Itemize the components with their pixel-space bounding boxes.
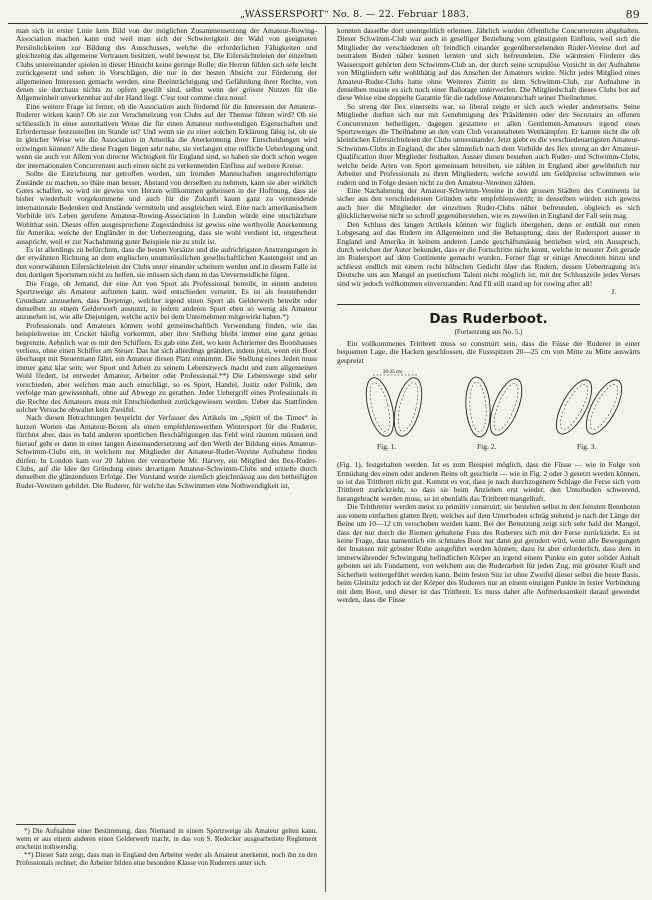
foot-outline [579,375,628,439]
left-column [16,27,317,827]
header-rule [8,23,648,24]
paragraph: Professionals und Amateurs können wohl gemeinschaftlich Verwendung finden, wie das beispielsweise im Cricket häufig vorkommt, aber ihre Stellung bleibt immer eine ganz genau begrenzte. Aehnlich war es mit den Schiffern. Es gab eine Zeit, wo kein Achtriemer des Bootshauses verliess, ohne einen Schiffer am Steuer. Das hat sich allerdings geändert, indem jetzt, wenn ein Boot überhaupt mit Steuermann fährt, ein Amateur diesen Platz einnimmt. Die Stellung eines Jeden muss immer ganz klar sein; wer Sport und Arbeit zu seinem Lebenszweck macht und zum allgemeinen Wohl fördert, ist entweder Amateur, Arbeiter oder Professional.**) Die Lebenswege sind sehr verschieden, aber welchen man auch einschlägt, so es Sport, Handel, Justiz oder Politik, den verfolge man gewissenhaft, ohne auf Abwege zu gerathen. Jeder Uebergriff eines Professionals in die Rechte des Amateurs muss mit Entschiedenheit zurückgewiesen werden. Ueber das Stattfinden solcher Versuche obwaltet kein Zweifel. [16,320,317,414]
section-title: Das Ruderboot. [429,310,548,327]
footnotes [16,828,317,868]
paragraph: Die Frage, ob Jemand, der eine Art von Sport als Professional betreibt, in einem anderen Sportzweige als Amateur auftreten kann, wird entschieden verneint. Es ist als feststehender Grundsatz anzusehen, dass Derjenige, welcher irgend einen Sport als Gelderwerb betreibt oder denselben zu einem Gelderwerb ausnutzt, in jedem anderen Sport eben so wenig als Amateur anzusehen ist, wie alle Diejenigen, welche activ bei dem Unternehmen mitgewirkt haben.*) [16,278,317,322]
footnote-rule [16,824,76,825]
footnote: *) Die Aufnahme einer Bestimmung, dass Niemand in einem Sportzweige als Amateur gelten kann, wenn er aus einem anderen einen Gelderwerb macht, in das von S. Redecker ausgearbeitete Reglement erscheint nothwendig. [16,827,317,851]
paragraph: konnten dasselbe dort unentgeltlich erlernen. Jährlich wurden öffentliche Concurrenzen abgehalten. Dieser Schwimm-Club war auch in geselliger Beziehung vom günstigsten Einfluss, weil sich die Mitglieder der verschiedenen oft feindlich einander gegenüberstehenden Ruder-Vereine dort auf neutralem Boden näher kennen lernten und sich befreundeten. Die wärmsten Förderer des Wassersport gehörten dem Schwimm-Club an, der durch seine scrupulöse Vorsicht in der Aufnahme von Mitgliedern sehr wohlthätig auf das Ansehen der Amateurs wirkte. Nicht jedes Mitglied eines Amateur-Ruder-Clubs hatte ohne Weiteres Zutritt zu dem Schwimm-Club, zur Aufnahme in denselben musste es sich noch einer Ballotage unterwerfen. Die Mitgliedschaft dieses Clubs bot auf diese Weise eine doppelte Garantie für die tadellose Amateurschaft seiner Theilnehmer. [337,27,640,103]
page-header [0,8,652,20]
figure-caption: Fig. 3. [577,442,597,452]
section-intro: Ein vollkommenes Trittbrett muss so construirt sein, dass die Füsse der Ruderer in einer bequemen Lage, die Hacken geschlossen, die Fussspitzen 20—25 cm von Mitte zu Mitte auswärts gespreizt [337,338,640,365]
paragraph: Den Schluss des langen Artikels können wir füglich übergehen, denn er enthält nur einen Lobgesang auf das Rudern im Allgemeinen und die Behauptung, dass der Rudersport ausser in England und Amerika in keinem anderen Lande geschäftsmässig betrieben wird, ein Ausspruch, durch welchen der Autor bekundet, dass er die Fortschritte nicht kennt, welche in neuster Zeit gerade im Rudersport auf dem Continente gemacht wurden. Ferner fügt er einige Anecdoten hinzu und schliesst endlich mit einem recht hübschen Gedicht über das Rudern, dessen Uebertragung in's Deutsche uns aus Mangel an poetischem Talent nicht möglich ist; mit der Schlusszeile jedes Verses sind wir jedoch vollkommen einverstanden: And I'll still stand up for rowing after all! [337,219,640,288]
page-number: 89 [625,8,640,21]
author-signature: J. [611,287,616,297]
paragraph: Es ist allerdings zu befürchten, dass die besten Vorsätze und die aufrichtigsten Anstrengungen in der erwähnten Richtung an dem englischen unumstösslichen gesellschaftlichen Kastengeist und an den vorerwähnten Eifersüchteleien der Clubs unter einander scheitern werden und in diesem Falle ist den dortigen Sportsmen nicht zu helfen, sie müssen sich dann in das Unvermeidliche fügen. [16,244,317,280]
section-subtitle: (Fortsetzung aus No. 5.) [454,327,523,336]
paragraph: Nach diesen Betrachtungen bespricht der Verfasser des Artikels im „Spirit of the Times“ in kurzen Worten das Amateur-Boxen als einen empfehlenswerthen Wintersport für die Ruderer, fürchtet aber, dass es bald anderen sportlichen Beschäftigungen das Feld wird räumen müssen und hierauf geht er dann in einer langen Auseinandersetzung auf den Werth der Bildung eines Amateur-Schwimm-Clubs ein, in welchem nur Mitglieder der Amateur-Ruder-Vereine Aufnahme finden dürfen. In London kam vor 20 Jahren der verstorbene Mr. Harvey, ein Mitglied des Ilex-Ruder-Clubs, auf die Idee der Gründung eines derartigen Amateur-Schwimm-Clubs und erzielte durch denselben die glänzendsten Erfolge. Der Vorstand wurde ziemlich gleichmässig aus den betheiligten Ruder-Vereinen gebildet. Die Ruderer, für welche das Schwimmen eine Nothwendigkeit ist, [16,413,317,490]
paragraph: (Fig. 1), festgehalten werden. Ist es zum Beispiel möglich, dass die Füsse — wie in Folge von Ermüdung des einen oder anderen Beins oft geschieht — wie in Fig. 2 oder 3 gesetzt werden können, so ist das Trittbrett nicht gut. Kommt es vor, dass je nach durchzogenem Schlage die Ferse sich vom Trittbrett zurückzieht, so dass sie beim Anziehen erst wieder, den Unterboden schwerend, herangebracht werden muss, so ist ebenfalls das Trittbrett mangelhaft. [337,460,640,503]
footnote: **) Dieser Satz zeigt, dass man in England den Arbeiter weder als Amateur anerkennt, noch ihn zu den Professionals rechnet; die Arbeiter bilden eine besondere Klasse von Ruderern unter sich. [16,850,317,867]
paragraph: Eine weitere Frage ist ferner, ob die Association auch fördernd für die Interessen der Amateur-Ruderer wirken kann? Ob sie zur Verschmelzung von Clubs auf der Themse führen wird? Ob sie schliesslich in einer autoritativen Weise die für einen Amateur nothwendigen Eigenschaften und Erfordernisse festzustellen im Stande ist? Und wenn sie zu einer solchen Erklärung fähig ist, ob sie in gleicher Weise wie die Association in Amerika die Anerkennung ihrer Entscheidungen wird erzwingen können? Alle diese Fragen liegen sehr nahe, sie verlangen eine reifliche Ueberlegung und wenn sie auch vor Allem von directer Wichtigkeit für England sind, so haben sie doch schon wegen der internationalen Concurrenzen auch einen nicht zu verkennenden Einfluss auf weitere Kreise. [16,101,317,170]
right-column [337,27,640,897]
paragraph: So streng der Ilex einerseits war, so liberal zeigte er sich auch wieder andererseits. Seine Mitglieder durften sich nur mit Genehmigung des Präsidenten oder des Secretairs an offenen Concurrenzen betheiligen, dagegen gestattete er allen Gentlemen-Amateurs irgend eines Sportzweiges die Theilnahme an den vom Club veranstalteten Wettkämpfen. Er kannte nicht die oft kleinlichen Eifersüchteleien der Clubs untereinander. Jetzt giebt es die verschiedenartigsten Amateur-Schwimm-Clubs in England, die aber sämmtlich nach dem Vorbilde des Ilex streng an der Amateur-Qualification ihrer Mitglieder festhalten. Ausser diesen bestehen auch Ruder- und Schwimm-Clubs, welche beide Arten von Sport gemeinsam betreiben, sie zählen in England aber gewöhnlich nur Arbeiter und Professionals zu ihren Mitgliedern, welche sowohl um Geldpreise schwimmen wie rudern und in Folge dessen nicht zu den Amateur-Vereinen zählen. [337,101,640,187]
figure-caption: Fig. 1. [377,442,397,452]
foot-outline [464,376,492,438]
feet-diagram [337,369,640,443]
section-separator [337,304,640,305]
figure-dimension: 20-25 cm [383,370,403,376]
foot-outline [389,375,427,439]
paragraph: Eine Nachahmung der Amateur-Schwimm-Vereine in den grossen Städten des Continents ist sicher aus den verschiedensten Gründen sehr empfehlenswerth; in denselben würden sich gewiss auch hier die Mitglieder der einzelnen Ruder-Clubs näher befreunden, obgleich es sich glücklicherweise nicht so schroff gegenüberstehen, wie es zuweilen in England der Fall sein mag. [337,186,640,221]
footboard-figures [337,369,640,455]
foot-outline [549,375,598,439]
paragraph: Die Trittbretter werden meist zu primitiv construirt; sie bestehen selbst in den feinsten Rennboten aus einem einfachen glatten Brett, welches auf dem Unterboden schräg stehend je nach der Länge der Beine um 10—12 cm verschoben werden kann. Bei der Benutzung zeigt sich sehr bald der Mangel, dass der nur durch die Riemen gehaltene Fuss des Ruderers sich mit der Ferse zurückzieht. Es ist keine Frage, dass namentlich ein schmales Boot nur dann gut gerudert wird, wenn alle Bewegungen der Insassen mit grösster Ruhe ausgeführt werden können; dazu ist aber erforderlich, dass dem in immerwährender Schwingung befindlichen Körper an irgend einem Punkte ein guter solider Anhalt geboten sei als Fundament, von welchem aus die Ruderarbeit für jeden Zug, mit grösster Kraft und Sicherheit weitergeführt werden kann. Beim festen Sitz ist ohne Zweifel dieser selbst die beste Basis, beim Gleitsitz jedoch ist der Körper des Ruderers nur an einem einzigen Punkte in fester Verbindung mit dem Boot, und dieser ist das Trittbrett. Es muss daher alle Aufmerksamkeit darauf gewendet werden, dass die Füsse [337,502,640,604]
foot-outline [361,375,399,439]
header-title: „WASSERSPORT“ No. 8. — 22. Februar 1883. [240,9,470,20]
paragraph: man sich in erster Linie kein Bild von der möglichen Zusammensetzung der Amateur-Rowing-Association machen kann und weil man sich der Schwierigkeit der Wahl von geeigneten Persönlichkeiten zur Bildung des Ausschusses, welche die erforderlichen Fähigkeiten und gleichzeitig das allgemeine Vertrauen besitzen, wohl bewusst ist. Die Eifersüchteleien der einzelnen Clubs untereinander spielen in dieser Hinsicht keine geringe Rolle; die Herren fühlen sich sehr leicht zurückgesetzt und sehen in Vorschlägen, die nur in der besten Absicht zur Förderung der allgemeinen Interessen gemacht werden, eine Beeinträchtigung und Gefährdung ihrer Rechte, von denen sie durchaus nichts zu opfern gewillt sind, selbst wenn der grösste Nutzen für die Allgemeinheit unverkennbar auf der Hand liegt. C'est tout comme chez nous! [16,27,317,103]
paragraph: Sollte die Einrichtung nur getroffen werden, um fremden Mannschaften ungerechtfertigte Zustände zu machen, so thäte man besser, Abstand von derselben zu nehmen, kann sie aber wirklich Gutes schaffen, so wird sie gewiss von Herzen willkommen geheissen in der Hoffnung, dass sie bisher wiederholt vorgekommene und auch für die Zukunft kaum ganz zu vermeidende internationale Bedenken und Anstände vermitteln und ausgleichen wird. Eine nach amerikanischem Vorbilde in's Leben gerufene Amateur-Rowing-Association in London würde eine unschätzbare Wohlthat sein. Dieses offen ausgesprochene Zugeständniss ist gewiss eine werthvolle Anerkennung für Amerika, welche der Engländer in der Ueberzeugung, dass sie wohl verdient ist, ungescheut ausspricht, weil er zur Nachahmung guter Beispiele nie zu stolz ist. [16,169,317,246]
figure-caption: Fig. 2. [477,442,497,452]
column-divider [325,26,326,892]
